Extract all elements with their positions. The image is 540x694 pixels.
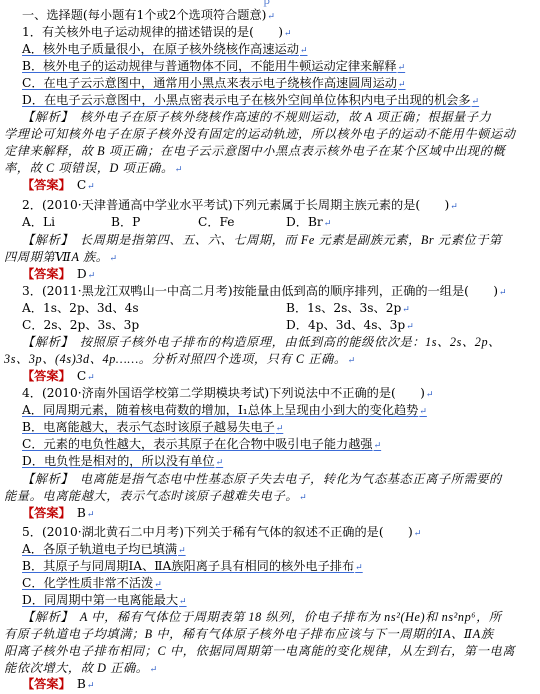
- q3-option-d: D．4p、3d、4s、3p↵: [286, 318, 414, 332]
- page-header-mark: ｐ: [262, 0, 272, 7]
- q4-stem: 4．(2010·济南外国语学校第二学期模块考试)下列说法中不正确的是( )↵: [22, 386, 434, 400]
- q2-analysis-line-2: 四周期第ⅦA 族。↵: [4, 250, 118, 264]
- q1-analysis-line-1: 【解析】 核外电子在原子核外绕核作高速的不规则运动，故 A 项正确；根据量子力: [22, 110, 492, 124]
- q5-analysis-line-4: 能依次增大，故 D 正确。↵: [4, 661, 158, 675]
- q1-option-c: C．在电子云示意图中，通常用小黑点来表示电子绕核作高速圆周运动↵: [22, 76, 406, 90]
- q5-option-b: B．其原子与同周期ⅠA、ⅡA族阳离子具有相同的核外电子排布↵: [22, 559, 363, 573]
- q5-stem: 5．(2010·湖北黄石二中月考)下列关于稀有气体的叙述不正确的是( )↵: [22, 525, 422, 539]
- q1-option-a: A．核外电子质量很小，在原子核外绕核作高速运动↵: [22, 42, 308, 56]
- q4-option-c: C．元素的电负性越大，表示其原子在化合物中吸引电子能力越强↵: [22, 437, 382, 451]
- q3-option-c: C．2s、2p、3s、3p: [22, 318, 140, 332]
- q1-option-d: D．在电子云示意图中，小黑点密表示电子在核外空间单位体积内电子出现的机会多↵: [22, 93, 480, 107]
- q1-answer: 【答案】 C↵: [22, 178, 95, 192]
- q2-analysis-line-1: 【解析】 长周期是指第四、五、六、七周期，而 Fe 元素是副族元素，Br 元素位于第: [22, 233, 502, 247]
- q4-option-a: A．同周期元素，随着核电荷数的增加，I₁总体上呈现由小到大的变化趋势↵: [22, 403, 427, 417]
- q1-analysis-line-3: 定律来解释，故 B 项正确；在电子云示意图中小黑点表示核外电子在某个区域中出现的概: [4, 144, 506, 158]
- q2-option-b: B．P: [111, 215, 141, 229]
- q4-option-b: B．电离能越大，表示气态时该原子越易失电子↵: [22, 420, 284, 434]
- q1-stem: 1．有关核外电子运动规律的描述错误的是( )↵: [22, 25, 292, 39]
- q1-analysis-line-4: 率，故 C 项错误，D 项正确。↵: [4, 161, 183, 175]
- q5-option-c: C．化学性质非常不活泼↵: [22, 576, 162, 590]
- q4-analysis-line-2: 能量。电离能越大，表示气态时该原子越难失电子。↵: [4, 489, 308, 503]
- q3-answer: 【答案】 C↵: [22, 369, 95, 383]
- q2-answer: 【答案】 D↵: [22, 267, 96, 281]
- q3-option-b: B．1s、2s、3s、2p↵: [286, 301, 410, 315]
- q5-analysis-line-3: 阳离子核外电子排布相同；C 中，依据同周期第一电离能的变化规律，从左到右，第一电离: [4, 644, 516, 658]
- q4-analysis-line-1: 【解析】 电离能是指气态电中性基态原子失去电子，转化为气态基态正离子所需要的: [22, 472, 502, 486]
- q2-option-a: A．Li: [22, 215, 55, 229]
- q5-answer: 【答案】 B↵: [22, 677, 95, 691]
- section-title: 一、选择题(每小题有1个或2个选项符合题意)↵: [22, 8, 275, 22]
- q4-option-d: D．电负性是相对的，所以没有单位↵: [22, 454, 224, 468]
- q5-option-d: D．同周期中第一电离能最大↵: [22, 593, 187, 607]
- q5-analysis-line-2: 有原子轨道电子均填满；B 中，稀有气体原子核外电子排布应该与下一周期的ⅠA、ⅡA族: [4, 627, 494, 641]
- q1-analysis-line-2: 学理论可知核外电子在原子核外没有固定的运动轨迹，所以核外电子的运动不能用牛顿运动: [4, 127, 516, 141]
- q1-option-b: B．核外电子的运动规律与普通物体不同，不能用牛顿运动定律来解释↵: [22, 59, 406, 73]
- q3-analysis-line-2: 3s、3p、(4s)3d、4p……。分析对照四个选项，只有 C 正确。↵: [4, 352, 356, 366]
- q4-answer: 【答案】 B↵: [22, 506, 95, 520]
- q2-stem: 2．(2010·天津普通高中学业水平考试)下列元素属于长周期主族元素的是( )↵: [22, 198, 458, 212]
- q3-analysis-line-1: 【解析】 按照原子核外电子排布的构造原理，由低到高的能级依次是：1s、2s、2p、: [22, 335, 501, 349]
- q2-option-d: D．Br↵: [286, 215, 332, 229]
- q5-analysis-line-1: 【解析】 A 中，稀有气体位于周期表第 18 纵列，价电子排布为 ns²(He)和 ns²np⁶，所: [22, 610, 502, 624]
- q2-option-c: C．Fe: [198, 215, 235, 229]
- q3-option-a: A．1s、2p、3d、4s: [22, 301, 139, 315]
- q5-option-a: A．各原子轨道电子均已填满↵: [22, 542, 186, 556]
- q3-stem: 3．(2011·黑龙江双鸭山一中高二月考)按能量由低到高的顺序排列，正确的一组是( )↵: [22, 284, 507, 298]
